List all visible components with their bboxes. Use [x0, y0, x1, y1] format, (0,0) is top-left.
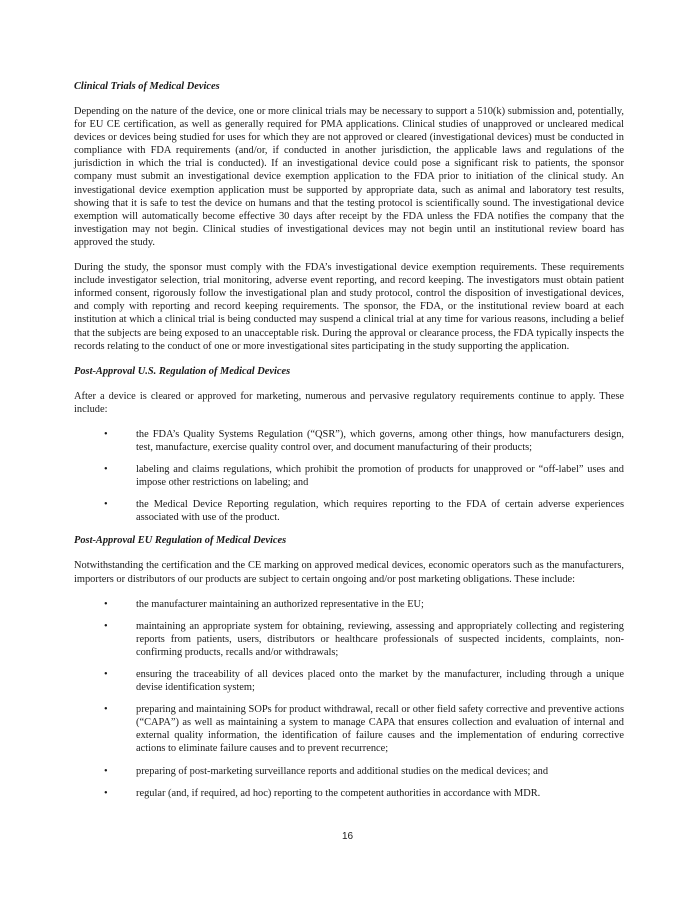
list-item: [74, 668, 624, 694]
page-number: 16: [341, 831, 354, 842]
eu-obligations-list: [74, 598, 624, 800]
us-requirements-list: [74, 428, 624, 525]
bullet-icon: •: [104, 499, 108, 511]
list-item: [74, 428, 624, 454]
list-item-text: labeling and claims regulations, which prohibit the promotion of products for unapproved or “off-label” uses and impose other restrictions on labeling; and: [136, 464, 624, 489]
paragraph: Notwithstanding the certification and the CE marking on approved medical devices, economic operators such as the manufacturers, importers or distributors of our products are subject to certain ongoing and/or post marketing obligations. These include:: [74, 560, 624, 585]
list-item: [74, 498, 624, 524]
list-item-text: the manufacturer maintaining an authorized representative in the EU;: [136, 598, 424, 610]
list-item-text: ensuring the traceability of all devices placed onto the market by the manufacturer, including through a unique devise identification system;: [136, 669, 624, 694]
paragraph: After a device is cleared or approved for marketing, numerous and pervasive regulatory requirements continue to apply. These include:: [74, 390, 624, 415]
list-item-text: preparing of post-marketing surveillance reports and additional studies on the medical devices; and: [136, 765, 549, 777]
list-item-text: preparing and maintaining SOPs for product withdrawal, recall or other field safety corrective and preventive actions (“CAPA”) as well as maintaining a system to manage CAPA that ensures collection and evaluation of internal and external quality information, the identification of failure causes and the implementation of enduring corrective actions to eliminate failure causes and to prevent recurrence;: [136, 704, 624, 755]
bullet-icon: •: [104, 598, 108, 610]
list-item-text: the FDA’s Quality Systems Regulation (“QSR”), which governs, among other things, how manufacturers design, test, manufacture, exercise quality control over, and document manufacturing of their products;: [136, 428, 624, 453]
list-item-text: the Medical Device Reporting regulation, which requires reporting to the FDA of certain adverse experiences associated with use of the product.: [136, 499, 624, 524]
list-item: [74, 620, 624, 659]
bullet-icon: •: [104, 428, 108, 440]
section-heading-eu-post-approval: Post-Approval EU Regulation of Medical Devices: [74, 535, 287, 547]
bullet-icon: •: [104, 787, 108, 799]
list-item: [74, 598, 624, 611]
bullet-icon: •: [104, 669, 108, 680]
bullet-icon: •: [104, 765, 108, 777]
page-content: [74, 80, 624, 810]
list-item: [74, 463, 624, 489]
section-heading-us-post-approval: Post-Approval U.S. Regulation of Medical Devices: [74, 365, 291, 377]
bullet-icon: •: [104, 620, 108, 632]
list-item: [74, 765, 624, 778]
list-item: [74, 703, 624, 755]
bullet-icon: •: [104, 464, 108, 476]
section-heading-clinical-trials: Clinical Trials of Medical Devices: [74, 81, 220, 92]
paragraph: Depending on the nature of the device, one or more clinical trials may be necessary to support a 510(k) submission and, potentially, for EU CE certification, as well as generally required for PMA applications. Clinical studies of unapproved or uncleared medical devices or devices being studied for uses for which they are not approved or cleared (investigational devices) must be conducted in compliance with FDA requirements (and/or, if conducted in another jurisdiction, the applicable laws and regulations of the jurisdiction in which the trial is conducted). If an investigational device could pose a significant risk to patients, the sponsor company must submit an investigational device exemption application to the FDA prior to initiation of the clinical study. An investigational device exemption application must be supported by appropriate data, such as animal and laboratory test results, showing that it is safe to test the device on humans and that the testing protocol is scientifically sound. The investigational device exemption will automatically become effective 30 days after receipt by the FDA unless the FDA notifies the company that the investigation may not begin. Clinical studies of investigational devices may not begin until an institutional review board has approved the study.: [74, 106, 624, 248]
bullet-icon: •: [104, 704, 108, 716]
list-item: [74, 787, 624, 800]
paragraph: During the study, the sponsor must comply with the FDA’s investigational device exemption requirements. These requirements include investigator selection, trial monitoring, adverse event reporting, and record keeping. The investigators must obtain patient informed consent, rigorously follow the investigational plan and study protocol, control the disposition of investigational devices, and comply with reporting and record keeping requirements. The sponsor, the FDA, or the institutional review board at each institution at which a clinical trial is being conducted may suspend a clinical trial at any time for various reasons, including a belief that the subjects are being exposed to an unacceptable risk. During the approval or clearance process, the FDA typically inspects the records relating to the conduct of one or more investigational sites participating in the study supporting the application.: [74, 262, 624, 352]
list-item-text: regular (and, if required, ad hoc) reporting to the competent authorities in accordance with MDR.: [136, 787, 541, 799]
list-item-text: maintaining an appropriate system for obtaining, reviewing, assessing and appropriately collecting and registering reports from patients, users, distributors or healthcare professionals of suspected incidents, complaints, non-confirming products, recalls and/or withdrawals;: [136, 620, 624, 658]
